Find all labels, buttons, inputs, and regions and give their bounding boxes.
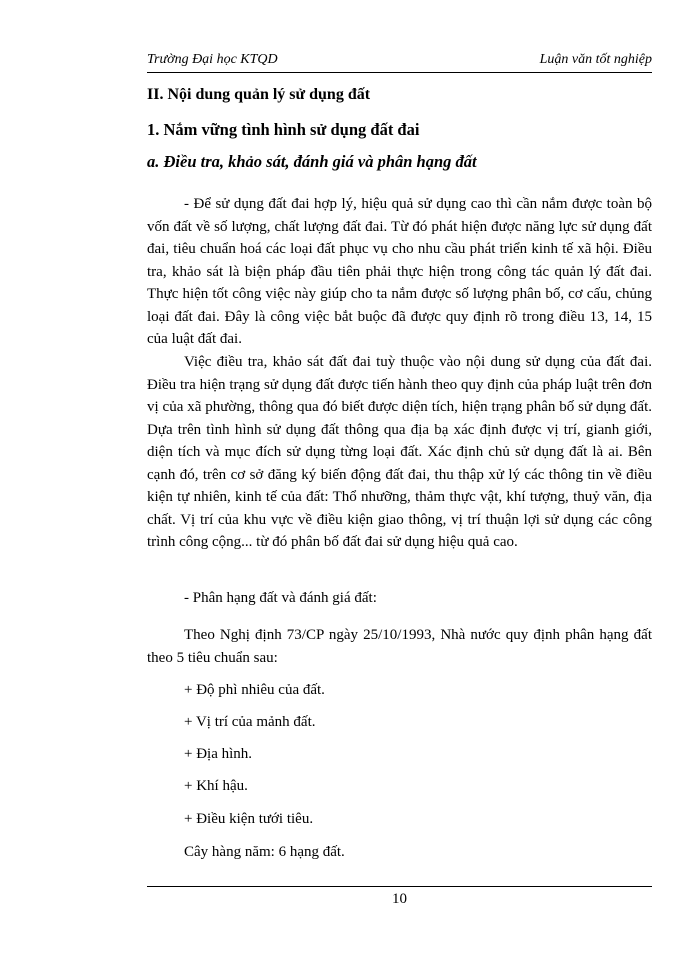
header-university: Trường Đại học KTQD	[147, 52, 278, 67]
paragraph-survey-intro: - Để sử dụng đất đai hợp lý, hiệu quả sử dụng cao thì cần nắm được toàn bộ vốn đất về số lượng, chất lượng đất đai. Từ đó phát hiện được năng lực sử dụng đất đai, tiêu chuẩn hoá các loại đất phục vụ cho nhu cầu phát triển kinh tế xã hội. Điều tra, khảo sát là biện pháp đầu tiên phải thực hiện trong công tác quản lý đất đai. Thực hiện tốt công việc này giúp cho ta nắm được số lượng phân bố, cơ cấu, chủng loại đất đai. Đây là công việc bắt buộc đã được quy định rõ trong điều 13, 14, 15 của luật đất đai.	[147, 196, 652, 347]
section-heading: II. Nội dung quản lý sử dụng đất	[147, 86, 371, 103]
header-thesis-label: Luận văn tốt nghiệp	[539, 52, 652, 67]
subsection-heading: 1. Nắm vững tình hình sử dụng đất đai	[147, 120, 420, 139]
criteria-item: + Vị trí của mảnh đất.	[184, 714, 316, 730]
paragraph-survey-detail: Việc điều tra, khảo sát đất đai tuỳ thuộc vào nội dung sử dụng của đất đai. Điều tra hiện trạng sử dụng đất được tiến hành theo quy định của pháp luật trên đơn vị của xã phường, thông qua đó biết được diện tích, hiện trạng phân bố sử dụng đất. Dựa trên tình hình sử dụng đất thông qua địa bạ xác định được vị trí, gianh giới, diện tích và mục đích sử dụng từng loại đất. Xác định chủ sử dụng đất là ai. Bên cạnh đó, trên cơ sở đăng ký biến động đất đai, thu thập xử lý các thông tin về điều kiện tự nhiên, kinh tế của đất: Thổ nhưỡng, thảm thực vật, khí tượng, thuỷ văn, địa chất. Vị trí của khu vực về điều kiện giao thông, vị trí thuận lợi sử dụng các công trình công cộng... từ đó phân bố đất đai sử dụng hiệu quả cao.	[147, 354, 652, 550]
classification-subheading: - Phân hạng đất và đánh giá đất:	[184, 590, 377, 606]
page-number: 10	[392, 891, 407, 907]
criteria-item: + Điều kiện tưới tiêu.	[184, 811, 314, 827]
criteria-item: + Khí hậu.	[184, 778, 248, 794]
annual-crops-line: Cây hàng năm: 6 hạng đất.	[184, 844, 345, 860]
item-heading: a. Điều tra, khảo sát, đánh giá và phân hạng đất	[147, 152, 477, 171]
footer-rule	[147, 886, 652, 887]
decree-paragraph: Theo Nghị định 73/CP ngày 25/10/1993, Nhà nước quy định phân hạng đất theo 5 tiêu chuẩn sau:	[147, 627, 652, 666]
criteria-item: + Địa hình.	[184, 746, 253, 762]
criteria-item: + Độ phì nhiêu của đất.	[184, 682, 325, 698]
header-rule	[147, 72, 652, 73]
